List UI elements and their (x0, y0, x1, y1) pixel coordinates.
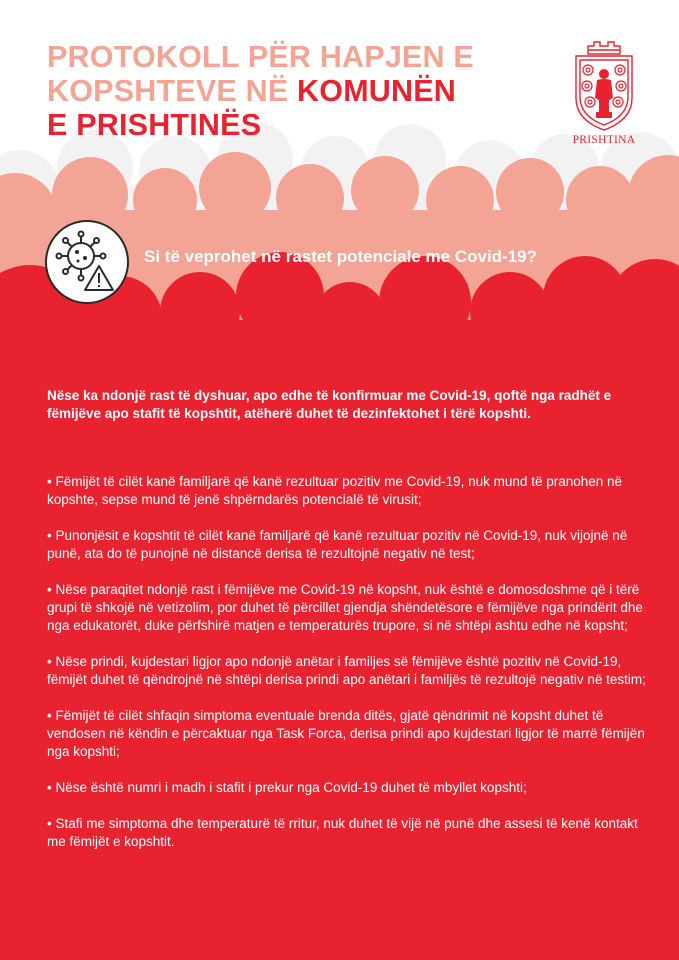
list-item: • Nëse paraqitet ndonjë rast i fëmijëve me Covid-19 në kopsht, nuk është e domosdoshme që i tërë grupi të shkojë në vetizolim, por duhet të përcillet gjendja shëndetësore e fëmijëve nga prindërit dhe nga edukatorët, duke përfshirë matjen e temperaturës trupore, si në shtëpi ashtu edhe në kopsht; (47, 582, 643, 633)
virus-warning-icon (45, 220, 129, 304)
title-line-2 (47, 74, 517, 108)
title-highlight: KOMUNËN (297, 74, 457, 108)
list-item: • Punonjësit e kopshtit të cilët kanë familjarë që kanë rezultuar pozitiv në Covid-19, nuk vijojnë në punë, ata do të punojnë në distancë derisa të rezultojnë negativ në test; (47, 528, 628, 561)
list-item: • Stafi me simptoma dhe temperaturë të rritur, nuk duhet të vijë në punë dhe assesi të kenë kontakt me fëmijët e kopshtit. (47, 816, 638, 849)
logo-text: PRISHTINA (572, 134, 636, 146)
rules-list (47, 473, 647, 869)
title-line-2-a: KOPSHTEVE NË (47, 74, 298, 108)
list-item: • Nëse prindi, kujdestari ligjor apo ndonjë anëtar i familjes së fëmijëve është pozitiv në Covid-19, fëmijët duhet të qëndrojnë në shtëpi derisa prindi apo anëtari i familjës të rezultojë negativ në testim; (47, 654, 646, 687)
prishtina-logo (566, 38, 642, 150)
title-line-3: E PRISHTINËS (47, 108, 262, 142)
title-line-1: PROTOKOLL PËR HAPJEN E (47, 40, 474, 74)
question-heading: Si të veprohet në rastet potenciale me Covid-19? (144, 247, 538, 266)
list-item: • Nëse është numri i madh i stafit i prekur nga Covid-19 duhet të mbyllet kopshti; (47, 780, 527, 795)
list-item: • Fëmijët të cilët kanë familjarë që kanë rezultuar pozitiv me Covid-19, nuk mund të pranohen në kopshte, sepse mund të jenë shpërndarës potencialë të virusit; (47, 474, 623, 507)
poster-title (47, 40, 517, 142)
intro-paragraph: Nëse ka ndonjë rast të dyshuar, apo edhe të konfirmuar me Covid-19, qoftë nga radhët e fëmijëve apo stafit të kopshtit, atëherë duhet të dezinfektohet i tërë kopshti. (47, 388, 612, 421)
list-item: • Fëmijët të cilët shfaqin simptoma eventuale brenda ditës, gjatë qëndrimit në kopsht duhet të vendosen në këndin e përcaktuar nga Task Forca, derisa prindi apo kujdestari ligjor të marrë fëmijën nga kopshti; (47, 708, 645, 759)
coat-of-arms-icon (566, 38, 642, 134)
